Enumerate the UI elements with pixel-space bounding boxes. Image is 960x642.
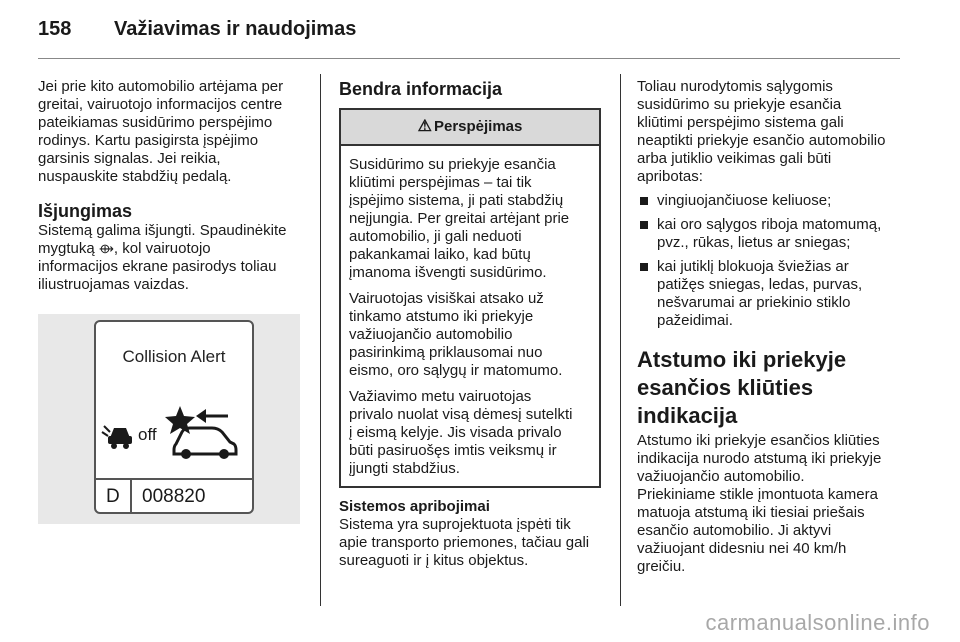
text-line: arba jutiklio veikimas gali būti (637, 150, 832, 167)
text-line: neaptikti priekyje esančio automobilio (637, 132, 886, 149)
text-line: pateikiamas susidūrimo perspėjimo (38, 114, 273, 131)
text-line: įjungti stabdžius. (349, 460, 460, 477)
text-line: esančio automobilio. Ji aktyvi (637, 522, 832, 539)
column-1 (38, 78, 310, 524)
text-line: Priekiniame stikle įmontuota kamera (637, 486, 878, 503)
section-subheading-apribojimai: Sistemos apribojimai (339, 498, 490, 515)
text-line: apribotas: (637, 168, 703, 185)
page-title: Važiavimas ir naudojimas (114, 18, 357, 40)
column-2 (339, 78, 609, 570)
display-screen (94, 320, 254, 514)
text-line: įspėjimo sistema, ji pati stabdžių (349, 192, 564, 209)
display-divider (96, 478, 252, 480)
approach-arrow-icon (196, 409, 228, 423)
warning-box (339, 108, 601, 488)
limits-paragraph (339, 516, 609, 570)
text-line: patižęs sniegas, ledas, purvas, (657, 276, 863, 293)
vehicle-ahead-icon (174, 428, 236, 459)
warning-paragraph-3 (349, 388, 591, 478)
text-line: garsinis signalas. Jei reikia, (38, 150, 221, 167)
warning-body (341, 146, 599, 486)
text-line: Važiavimo metu vairuotojas (349, 388, 532, 405)
text-line: kliūtimi perspėjimo sistema gali (637, 114, 844, 131)
text-line: Vairuotojas visiškai atsako už (349, 290, 544, 307)
bullet-square-icon (640, 197, 648, 205)
text-line: sureaguoti ir į kitus objektus. (339, 552, 529, 569)
conditions-paragraph (637, 78, 907, 186)
text-line: Jei prie kito automobilio artėjama per (38, 78, 284, 95)
text-line: vingiuojančiuose keliuose; (657, 192, 832, 209)
display-vdivider (130, 478, 132, 514)
text-line: greitai, vairuotojo informacijos centre (38, 96, 283, 113)
display-title: Collision Alert (122, 347, 226, 366)
section-heading-distance (637, 346, 907, 430)
distance-paragraph (637, 432, 907, 576)
text-line: susidūrimo su priekyje esančia (637, 96, 842, 113)
text-line: pakankamai laiko, kad būtų (349, 246, 531, 263)
text-line: nešvarumai ar priekinio stiklo (657, 294, 851, 311)
text-line: eismo, oro sąlygų ir matomumo. (349, 362, 563, 379)
impact-star-icon (165, 406, 195, 434)
text-line: neįjungia. Per greitai artėjant prie (349, 210, 570, 227)
collision-alert-icons (96, 322, 256, 478)
text-line: nuspauskite stabdžių pedalą. (38, 168, 232, 185)
page-header (38, 18, 356, 48)
text-line: Sistemą galima išjungti. Spaudinėkite (38, 222, 287, 239)
text-line: apie transporto priemones, tačiau gali (339, 534, 590, 551)
text-line: Atstumo iki priekyje (637, 347, 847, 372)
conditions-list (637, 192, 907, 330)
warning-paragraph-1 (349, 156, 591, 282)
small-car-icon (102, 426, 132, 449)
text-line: važiuojančio automobilio. (637, 468, 805, 485)
text-line: automobilio, ji gali neduoti (349, 228, 522, 245)
text-line: Sistema yra suprojektuota įspėti tik (339, 516, 571, 533)
odometer-reading: 008820 (142, 486, 206, 507)
text-line: tinkamo atstumo iki priekyje (349, 308, 534, 325)
text-line: į eismą kelyje. Jis visada privalo (349, 424, 562, 441)
text-line: esančios kliūties indikacija (637, 375, 814, 428)
list-item (637, 216, 907, 252)
warning-triangle-icon: ⚠ (417, 118, 432, 135)
text-line: privalo nuolat visą dėmesį sutelkti (349, 406, 573, 423)
column-divider-2 (620, 74, 621, 606)
text-line: informacijos ekrane pasirodys toliau (38, 258, 277, 275)
text-line: Atstumo iki priekyje esančios kliūties (637, 432, 880, 449)
text-line: Toliau nurodytomis sąlygomis (637, 78, 833, 95)
column-3 (637, 78, 907, 576)
warning-header (341, 110, 599, 146)
text-line: pažeidimai. (657, 312, 733, 329)
text-line: rodinys. Kartu pasigirsta įspėjimo (38, 132, 259, 149)
list-item (637, 192, 907, 210)
text-line: kai jutiklį blokuoja šviežias ar (657, 258, 849, 275)
bullet-square-icon (640, 263, 648, 271)
text-line: įmanoma išvengti susidūrimo. (349, 264, 547, 281)
text-line: indikacija nurodo atstumą iki priekyje (637, 450, 882, 467)
text-line: mygtuką (38, 240, 99, 257)
text-line: greičiu. (637, 558, 686, 575)
text-line: matuoja atstumą iki tiesiai priešais (637, 504, 865, 521)
intro-paragraph (38, 78, 310, 186)
text-line: važiuojant didesniu nei 40 km/h (637, 540, 847, 557)
text-line: pvz., rūkas, lietus ar sniegas; (657, 234, 851, 251)
warning-title: Perspėjimas (433, 118, 523, 135)
collision-alert-button-icon: ⟴ (98, 241, 114, 256)
warning-paragraph-2 (349, 290, 591, 380)
bullet-square-icon (640, 221, 648, 229)
text-line: Susidūrimo su priekyje esančia (349, 156, 556, 173)
site-watermark: carmanualsonline.info (705, 610, 930, 635)
text-line: būti pasiruošęs imtis veiksmų ir (349, 442, 557, 459)
text-line: kliūtimi perspėjimas – tai tik (349, 174, 532, 191)
text-line: kai oro sąlygos riboja matomumą, (657, 216, 882, 233)
header-divider (38, 58, 900, 59)
section-heading-isjungimas: Išjungimas (38, 201, 133, 221)
section-heading-bendra: Bendra informacija (339, 79, 503, 99)
column-divider-1 (320, 74, 321, 606)
text-line: važiuojančio automobilio (349, 326, 513, 343)
list-item (637, 258, 907, 330)
display-off-label: off (138, 425, 157, 444)
driver-info-display-illustration (38, 314, 300, 524)
text-line: , kol vairuotojo (113, 240, 211, 257)
gear-indicator: D (106, 486, 120, 507)
page-number: 158 (38, 18, 72, 40)
text-line: pasirinkimą priklausomai nuo (349, 344, 543, 361)
text-line: iliustruojamas vaizdas. (38, 276, 189, 293)
disable-paragraph (38, 222, 310, 294)
